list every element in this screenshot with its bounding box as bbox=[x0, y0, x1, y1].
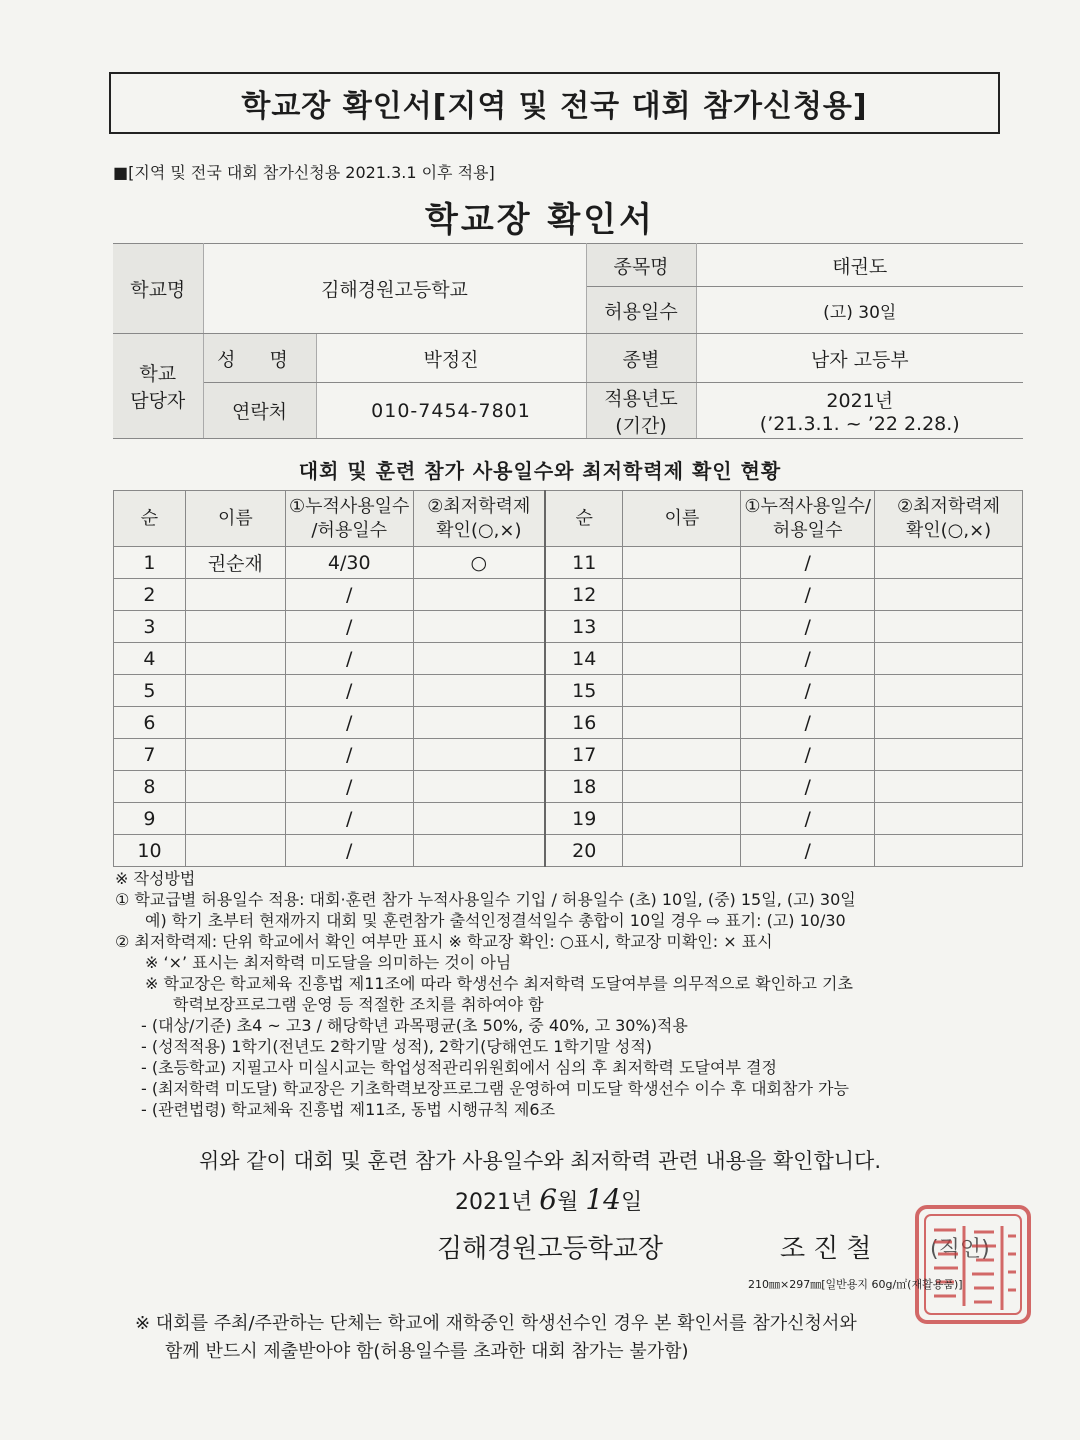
category-label: 종별 bbox=[586, 334, 696, 383]
row-used-days-right: / bbox=[741, 835, 875, 867]
row-check-right bbox=[875, 611, 1023, 643]
row-used-days-left: / bbox=[285, 579, 413, 611]
principal-name: 조진철 bbox=[780, 1234, 880, 1264]
row-no-right: 13 bbox=[545, 611, 623, 643]
header-no-right: 순 bbox=[545, 491, 623, 547]
contact-label: 연락처 bbox=[203, 383, 316, 439]
instruction-1a: ① 학교급별 허용일수 적용: 대회·훈련 참가 누적사용일수 기입 / 허용일수 (초) 10일, (중) 15일, (고) 30일 bbox=[115, 890, 856, 909]
row-check-right bbox=[875, 771, 1023, 803]
row-used-days-right: / bbox=[741, 675, 875, 707]
row-name-right bbox=[623, 675, 741, 707]
row-used-days-left: / bbox=[285, 739, 413, 771]
header-used-right-line1: ①누적사용일수/ bbox=[744, 495, 871, 517]
row-check-left bbox=[413, 739, 545, 771]
instruction-4a: ※ 학교장은 학교체육 진흥법 제11조에 따라 학생선수 최저학력 도달여부를 의무적으로 확인하고 기초 bbox=[145, 974, 853, 993]
year-label-line1: 적용년도 bbox=[604, 387, 678, 410]
row-used-days-left: / bbox=[285, 611, 413, 643]
date-day-handwritten: 14 bbox=[585, 1183, 621, 1216]
row-name-left bbox=[185, 739, 285, 771]
event-value: 태권도 bbox=[696, 244, 1023, 287]
scope-line: ■[지역 및 전국 대회 참가신청용 2021.3.1 이후 적용] bbox=[113, 163, 495, 182]
school-label: 학교명 bbox=[113, 244, 203, 334]
row-name-left bbox=[185, 803, 285, 835]
row-name-left bbox=[185, 707, 285, 739]
year-label-line2: (기간) bbox=[615, 414, 667, 437]
table-row bbox=[114, 579, 1023, 611]
paper-spec: 210㎜×297㎜[일반용지 60g/㎡(재활용품)] bbox=[748, 1278, 963, 1291]
row-check-right bbox=[875, 739, 1023, 771]
row-no-right: 20 bbox=[545, 835, 623, 867]
row-name-right bbox=[623, 835, 741, 867]
row-no-right: 14 bbox=[545, 643, 623, 675]
row-no-left: 6 bbox=[114, 707, 186, 739]
table-row bbox=[114, 739, 1023, 771]
table-row bbox=[114, 675, 1023, 707]
row-name-left bbox=[185, 675, 285, 707]
school-value: 김해경원고등학교 bbox=[203, 244, 586, 334]
row-check-right bbox=[875, 579, 1023, 611]
row-check-left bbox=[413, 611, 545, 643]
footer-line-1: ※ 대회를 주최/주관하는 단체는 학교에 재학중인 학생선수인 경우 본 확인서를 참가신청서와 bbox=[135, 1313, 857, 1334]
footer-line-2: 함께 반드시 제출받아야 함(허용일수를 초과한 대회 참가는 불가함) bbox=[165, 1341, 689, 1362]
category-value: 남자 고등부 bbox=[696, 334, 1023, 383]
row-used-days-left: / bbox=[285, 835, 413, 867]
row-no-right: 19 bbox=[545, 803, 623, 835]
header-used-right-line2: 허용일수 bbox=[772, 519, 843, 541]
row-name-right bbox=[623, 547, 741, 579]
row-used-days-left: / bbox=[285, 771, 413, 803]
row-no-left: 7 bbox=[114, 739, 186, 771]
manager-label-line2: 담당자 bbox=[130, 390, 186, 412]
row-name-right bbox=[623, 707, 741, 739]
header-no-left: 순 bbox=[114, 491, 186, 547]
row-name-left bbox=[185, 579, 285, 611]
detail-4: - (최저학력 미도달) 학교장은 기초학력보장프로그램 운영하여 미도달 학생선수 이수 후 대회참가 가능 bbox=[141, 1079, 849, 1098]
row-name-right bbox=[623, 643, 741, 675]
table-row bbox=[114, 835, 1023, 867]
table-row bbox=[114, 643, 1023, 675]
instruction-1b: 예) 학기 초부터 현재까지 대회 및 훈련참가 출석인정결석일수 총합이 10일 경우 ⇨ 표기: (고) 10/30 bbox=[145, 911, 846, 930]
manager-label-line1: 학교 bbox=[139, 363, 177, 385]
date-year: 2021년 bbox=[455, 1190, 533, 1215]
contact-value: 010-7454-7801 bbox=[316, 383, 586, 439]
row-check-left bbox=[413, 579, 545, 611]
row-used-days-right: / bbox=[741, 739, 875, 771]
row-no-right: 16 bbox=[545, 707, 623, 739]
row-name-left: 권순재 bbox=[185, 547, 285, 579]
detail-5: - (관련법령) 학교체육 진흥법 제11조, 동법 시행규칙 제6조 bbox=[141, 1100, 556, 1119]
instructions bbox=[115, 868, 1015, 1120]
header-check-right-line2: 확인(○,×) bbox=[905, 519, 992, 541]
row-check-right bbox=[875, 707, 1023, 739]
seal-label: (직인) bbox=[930, 1237, 990, 1262]
info-table bbox=[113, 243, 1023, 439]
name-value: 박정진 bbox=[316, 334, 586, 383]
header-used-left bbox=[285, 491, 413, 547]
year-value bbox=[696, 383, 1023, 439]
header-check-right-line1: ②최저학력제 bbox=[897, 495, 1001, 517]
header-check-left-line1: ②최저학력제 bbox=[427, 495, 531, 517]
official-seal-stamp bbox=[912, 1202, 1034, 1327]
instructions-heading: ※ 작성방법 bbox=[115, 869, 196, 888]
row-check-left bbox=[413, 835, 545, 867]
row-check-left bbox=[413, 803, 545, 835]
row-check-right bbox=[875, 547, 1023, 579]
header-used-right bbox=[741, 491, 875, 547]
row-no-right: 18 bbox=[545, 771, 623, 803]
row-check-left bbox=[413, 707, 545, 739]
row-no-right: 17 bbox=[545, 739, 623, 771]
table-row bbox=[114, 771, 1023, 803]
date-day-unit: 일 bbox=[620, 1190, 643, 1215]
year-value-line1: 2021년 bbox=[826, 390, 894, 412]
instruction-4b: 학력보장프로그램 운영 등 적절한 조치를 취하여야 함 bbox=[173, 995, 544, 1014]
instruction-3: ※ ‘×’ 표시는 최저학력 미도달을 의미하는 것이 아님 bbox=[145, 953, 512, 972]
allowed-days-value: (고) 30일 bbox=[696, 287, 1023, 334]
date-month-handwritten: 6 bbox=[539, 1183, 558, 1216]
row-used-days-left: 4/30 bbox=[285, 547, 413, 579]
row-no-left: 2 bbox=[114, 579, 186, 611]
row-used-days-right: / bbox=[741, 803, 875, 835]
header-used-left-line2: /허용일수 bbox=[311, 519, 388, 541]
row-used-days-right: / bbox=[741, 771, 875, 803]
row-used-days-right: / bbox=[741, 643, 875, 675]
year-value-line2: (’21.3.1. ~ ’22 2.28.) bbox=[759, 413, 960, 435]
footer-notice bbox=[135, 1310, 1015, 1366]
row-check-left bbox=[413, 675, 545, 707]
table-row bbox=[114, 707, 1023, 739]
row-no-left: 4 bbox=[114, 643, 186, 675]
header-check-right bbox=[875, 491, 1023, 547]
row-no-left: 8 bbox=[114, 771, 186, 803]
document-header-title: 학교장 확인서[지역 및 전국 대회 참가신청용] bbox=[109, 72, 1000, 134]
row-no-right: 12 bbox=[545, 579, 623, 611]
row-no-left: 10 bbox=[114, 835, 186, 867]
detail-2: - (성적적용) 1학기(전년도 2학기말 성적), 2학기(당해연도 1학기말 성적) bbox=[141, 1037, 653, 1056]
section-title: 대회 및 훈련 참가 사용일수와 최저학력제 확인 현황 bbox=[298, 459, 782, 483]
manager-label bbox=[113, 334, 203, 439]
row-name-right bbox=[623, 579, 741, 611]
row-name-left bbox=[185, 611, 285, 643]
row-check-left: ○ bbox=[413, 547, 545, 579]
row-no-right: 15 bbox=[545, 675, 623, 707]
table-row bbox=[114, 611, 1023, 643]
row-name-right bbox=[623, 739, 741, 771]
row-check-right bbox=[875, 675, 1023, 707]
row-check-right bbox=[875, 803, 1023, 835]
row-no-left: 3 bbox=[114, 611, 186, 643]
row-check-right bbox=[875, 643, 1023, 675]
allowed-days-label: 허용일수 bbox=[586, 287, 696, 334]
row-used-days-left: / bbox=[285, 643, 413, 675]
row-no-left: 9 bbox=[114, 803, 186, 835]
confirmation-statement: 위와 같이 대회 및 훈련 참가 사용일수와 최저학력 관련 내용을 확인합니다. bbox=[198, 1149, 881, 1173]
header-name-right: 이름 bbox=[623, 491, 741, 547]
row-check-left bbox=[413, 771, 545, 803]
row-used-days-right: / bbox=[741, 579, 875, 611]
document-title: 학교장 확인서 bbox=[425, 200, 655, 240]
row-name-left bbox=[185, 835, 285, 867]
row-name-right bbox=[623, 803, 741, 835]
row-used-days-right: / bbox=[741, 707, 875, 739]
row-used-days-left: / bbox=[285, 707, 413, 739]
row-no-left: 1 bbox=[114, 547, 186, 579]
roster-body bbox=[114, 547, 1023, 867]
roster-table bbox=[113, 490, 1023, 867]
row-name-right bbox=[623, 771, 741, 803]
header-check-left bbox=[413, 491, 545, 547]
row-check-right bbox=[875, 835, 1023, 867]
year-label bbox=[586, 383, 696, 439]
row-no-right: 11 bbox=[545, 547, 623, 579]
table-row bbox=[114, 803, 1023, 835]
row-used-days-left: / bbox=[285, 803, 413, 835]
row-check-left bbox=[413, 643, 545, 675]
row-no-left: 5 bbox=[114, 675, 186, 707]
detail-1: - (대상/기준) 초4 ~ 고3 / 해당학년 과목평균(초 50%, 중 40%, 고 30%)적용 bbox=[141, 1016, 688, 1035]
row-name-right bbox=[623, 611, 741, 643]
instruction-2: ② 최저학력제: 단위 학교에서 확인 여부만 표시 ※ 학교장 확인: ○표시, 학교장 미확인: × 표시 bbox=[115, 932, 773, 951]
table-row bbox=[114, 547, 1023, 579]
name-label: 성 명 bbox=[203, 334, 316, 383]
row-used-days-left: / bbox=[285, 675, 413, 707]
header-check-left-line2: 확인(○,×) bbox=[436, 519, 522, 541]
row-name-left bbox=[185, 771, 285, 803]
row-used-days-right: / bbox=[741, 611, 875, 643]
row-used-days-right: / bbox=[741, 547, 875, 579]
school-principal-title: 김해경원고등학교장 bbox=[437, 1234, 664, 1264]
row-name-left bbox=[185, 643, 285, 675]
header-used-left-line1: ①누적사용일수 bbox=[288, 495, 410, 517]
detail-3: - (초등학교) 지필고사 미실시교는 학업성적관리위원회에서 심의 후 최저학력 도달여부 결정 bbox=[141, 1058, 777, 1077]
event-label: 종목명 bbox=[586, 244, 696, 287]
sign-date bbox=[455, 1183, 642, 1216]
header-name-left: 이름 bbox=[185, 491, 285, 547]
date-month-unit: 월 bbox=[557, 1190, 579, 1215]
